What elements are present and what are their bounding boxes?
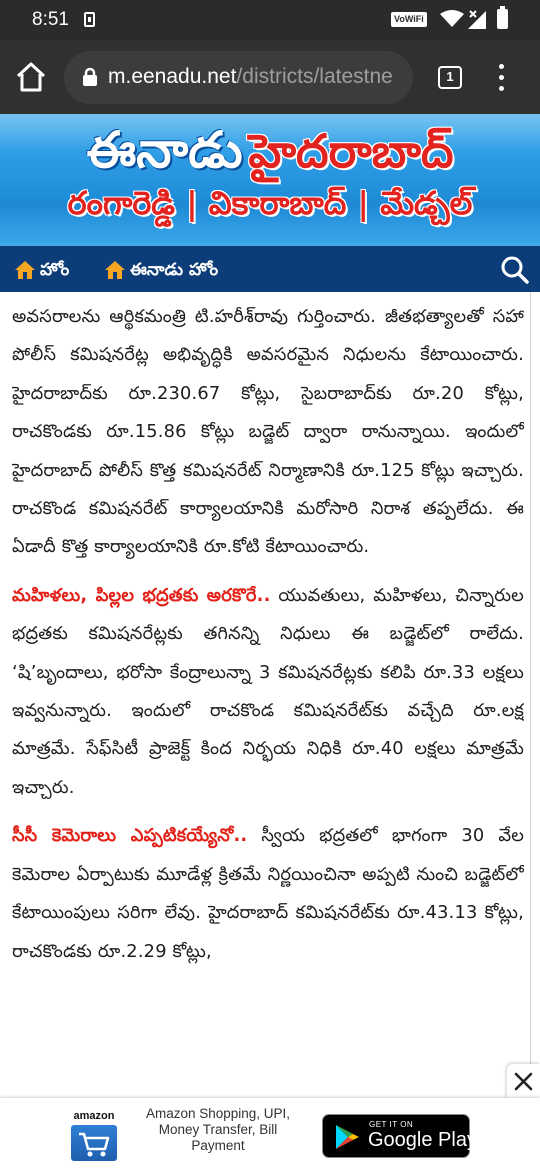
url-host: m.eenadu.net <box>108 65 237 88</box>
notification-icon <box>84 12 95 27</box>
status-time: 8:51 <box>32 9 69 30</box>
nav-eenadu-home-link[interactable] <box>104 256 218 284</box>
search-icon[interactable] <box>500 255 530 285</box>
url-path: /districts/latestne <box>236 65 393 88</box>
vowifi-badge: VoWiFi <box>391 12 427 27</box>
browser-menu-icon[interactable] <box>494 64 510 92</box>
home-icon <box>104 260 126 280</box>
google-play-icon <box>333 1123 361 1151</box>
paragraph-subheading: మహిళలు, పిల్లల భద్రతకు అరకొరే.. <box>12 584 271 606</box>
address-bar[interactable] <box>64 51 413 104</box>
close-icon <box>507 1064 540 1098</box>
amazon-logo <box>64 1110 124 1162</box>
browser-toolbar <box>0 40 540 114</box>
battery-icon <box>497 9 508 29</box>
article-paragraph <box>12 298 524 567</box>
article-paragraph <box>12 577 524 807</box>
site-header-banner[interactable] <box>0 114 540 244</box>
paragraph-subheading: సీసీ కెమెరాలు ఎప్పటికయ్యేనో.. <box>12 825 248 847</box>
google-play-small-text: GET IT ON <box>369 1120 414 1129</box>
banner-districts-row <box>0 184 540 230</box>
site-nav <box>0 244 540 292</box>
signal-icon <box>466 9 488 29</box>
url-text <box>108 65 393 89</box>
google-play-text: Google Play <box>368 1129 477 1151</box>
browser-home-icon[interactable] <box>14 60 48 94</box>
status-bar <box>0 0 540 40</box>
google-play-badge[interactable] <box>322 1114 477 1158</box>
edition-title: హైదరాబాద్ <box>248 124 454 178</box>
amazon-wordmark: amazon <box>73 1110 115 1122</box>
banner-title-row <box>0 120 540 192</box>
paragraph-text: స్వీయ భద్రతలో భాగంగా 30 వేల కెమెరాల ఏర్పాటుకు మూడేళ్ల క్రితమే నిర్ణయించినా అప్పటి నుంచి బడ్జెట్‌లో కేటాయింపులు సరిగా లేవు. హైదరాబాద్‌ కమిషనరేట్‌కు రూ.43.13 కోట్లు, రాచకొండకు రూ.2.29 కోట్లు, <box>12 825 524 962</box>
content-divider <box>530 292 531 1098</box>
nav-eenadu-home-label: ఈనాడు హోం <box>130 260 219 280</box>
bottom-ad-banner[interactable] <box>0 1098 540 1170</box>
cart-icon <box>71 1125 117 1161</box>
edition-districts: రంగారెడ్డి | వికారాబాద్ | మేడ్చల్ <box>67 184 473 222</box>
tab-switcher-button[interactable]: 1 <box>438 66 462 89</box>
article-body <box>12 298 524 1098</box>
paragraph-text: యువతులు, మహిళలు, చిన్నారుల భద్రతకు కమిషనరేట్లకు తగినన్ని నిధులు ఈ బడ్జెట్‌లో రాలేదు. ‘షి’బృందాలు, భరోసా కేంద్రాలున్నా 3 కమిషనరేట్లకు కలిపి రూ.33 లక్షలు ఇవ్వనున్నారు. ఇందులో రాచకొండ కమిషనరేట్‌కు వచ్చేది రూ.లక్ష మాత్రమే. సేఫ్‌సిటీ ప్రాజెక్ట్‌ కింద నిర్భయ నిధికి రూ.40 లక్షలు మాత్రమే ఇచ్చారు. <box>12 584 524 798</box>
ad-description: Amazon Shopping, UPI, Money Transfer, Bill Payment <box>145 1106 291 1153</box>
eenadu-logo: ఈనాడు <box>86 120 243 179</box>
home-icon <box>14 260 36 280</box>
lock-icon <box>82 67 98 87</box>
paragraph-text: అవసరాలను ఆర్థికమంత్రి టి.హరీశ్‌రావు గుర్తించారు. జీతభత్యాలతో సహా పోలీస్‌ కమిషనరేట్ల అభివృద్ధికి అవసరమైన నిధులను కేటాయించారు. హైదరాబాద్‌కు రూ.230.67 కోట్లు, సైబరాబాద్‌కు రూ.20 కోట్లు, రాచకొండకు రూ.15.86 కోట్లు బడ్జెట్‌ ద్వారా రానున్నాయి. ఇందులో హైదరాబాద్‌ పోలీస్‌ కొత్త కమిషనరేట్‌ నిర్మాణానికి రూ.125 కోట్లు ఇచ్చారు. రాచకొండ కమిషనరేట్‌ కార్యాలయానికి మరోసారి నిరాశ తప్పలేదు. ఈ ఏడాదీ కొత్త కార్యాలయానికి రూ.కోటి కేటాయించారు. <box>12 306 524 558</box>
ad-close-button[interactable] <box>507 1064 540 1098</box>
nav-home-label: హోం <box>40 260 70 280</box>
wifi-icon <box>440 10 464 28</box>
article-paragraph <box>12 817 524 971</box>
nav-home-link[interactable] <box>14 256 69 284</box>
